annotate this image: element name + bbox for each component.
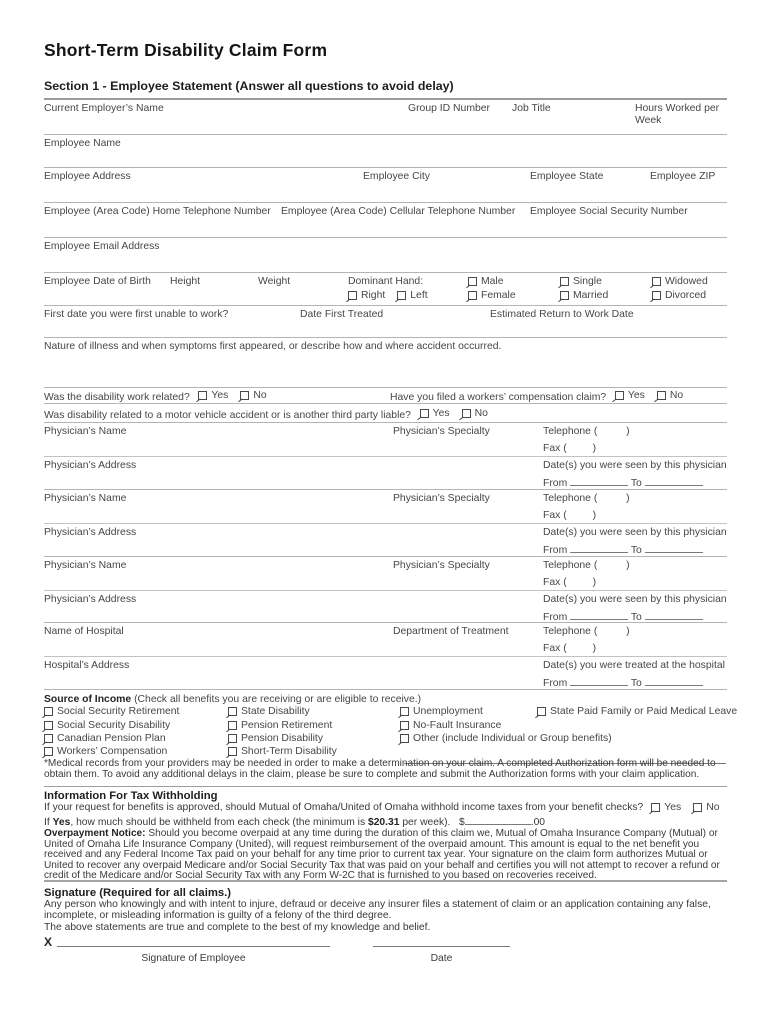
checkbox-unemployment[interactable] <box>400 707 409 716</box>
date-line[interactable] <box>373 937 510 947</box>
label-nature: Nature of illness and when symptoms first appeared, or describe how and where accident occurred. <box>44 341 502 352</box>
label-hospital-address: Hospital’s Address <box>44 660 130 671</box>
checkbox-motor-vehicle-yes[interactable] <box>420 409 429 418</box>
field-row-email[interactable] <box>44 238 727 273</box>
option-label: Short-Term Disability <box>241 746 337 757</box>
checkbox-canadian-pension-plan[interactable] <box>44 734 53 743</box>
tax-minimum-amount: $20.31 <box>367 817 400 828</box>
label-physician-name: Physician’s Name <box>44 426 127 437</box>
signature-heading: Signature (Required for all claims.) <box>44 887 232 899</box>
checkbox-social-security-retirement[interactable] <box>44 707 53 716</box>
option-yes: Yes <box>211 390 229 401</box>
checkbox-left[interactable] <box>397 291 406 300</box>
label-dates-seen: Date(s) you were seen by this physician <box>543 527 727 538</box>
label-to: To <box>630 678 642 689</box>
option-label: Other (include Individual or Group benefits) <box>413 733 612 744</box>
checkbox-work-related-yes[interactable] <box>198 391 207 400</box>
option-label: State Paid Family or Paid Medical Leave <box>550 706 738 717</box>
label-fax: Fax ( ) <box>543 577 597 588</box>
label-to: To <box>630 545 642 556</box>
label-from: From <box>543 678 568 689</box>
label-employee-city: Employee City <box>363 171 430 182</box>
field-row-nature[interactable] <box>44 338 727 388</box>
question-work-related: Was the disability work related? <box>44 392 190 403</box>
option-label: State Disability <box>241 706 310 717</box>
checkbox-workers-comp-yes[interactable] <box>615 391 624 400</box>
option-yes: Yes <box>664 802 682 814</box>
label-est-return: Estimated Return to Work Date <box>490 309 634 320</box>
label-first-unable: First date you were first unable to work? <box>44 309 229 320</box>
checkbox-short-term-disability[interactable] <box>228 747 237 756</box>
checkbox-motor-vehicle-no[interactable] <box>462 409 471 418</box>
label-to: To <box>630 612 642 623</box>
checkbox-right[interactable] <box>348 291 357 300</box>
label-employee-state: Employee State <box>530 171 604 182</box>
label-telephone: Telephone ( ) <box>543 493 630 504</box>
label-dob: Employee Date of Birth <box>44 276 151 287</box>
fraud-notice: Any person who knowingly and with intent to injure, defraud or deceive any insurer files a statement of claim or an application containing any false, incomplete, or misleading information is guilty of a felony of the third degree. <box>44 899 711 922</box>
checkbox-pension-disability[interactable] <box>228 734 237 743</box>
writein-to-date[interactable] <box>645 476 703 486</box>
checkbox-single[interactable] <box>560 277 569 286</box>
question-row-work-related <box>44 388 727 404</box>
checkbox-divorced[interactable] <box>652 291 661 300</box>
tax-suffix: per week). $ <box>399 817 465 828</box>
physician-block-2[interactable] <box>44 490 727 557</box>
option-right: Right <box>361 290 386 301</box>
option-no: No <box>474 408 488 419</box>
label-hours-worked: Hours Worked per Week <box>635 103 720 126</box>
label-physician-specialty: Physician’s Specialty <box>393 560 490 571</box>
option-female: Female <box>481 290 516 301</box>
label-current-employer: Current Employer’s Name <box>44 103 164 114</box>
label-department: Department of Treatment <box>393 626 509 637</box>
writein-to-date[interactable] <box>645 610 703 620</box>
label-dominant-hand: Dominant Hand: <box>348 276 424 287</box>
checkbox-no-fault-insurance[interactable] <box>400 721 409 730</box>
option-label: Social Security Disability <box>57 720 171 731</box>
checkbox-tax-no[interactable] <box>693 803 702 812</box>
section1-heading: Section 1 - Employee Statement (Answer all questions to avoid delay) <box>44 79 454 93</box>
writein-to-date[interactable] <box>645 543 703 553</box>
signature-section <box>44 882 727 982</box>
label-group-id: Group ID Number <box>408 103 490 114</box>
option-divorced: Divorced <box>665 290 706 301</box>
label-physician-address: Physician’s Address <box>44 460 137 471</box>
tax-heading: Information For Tax Withholding <box>44 790 218 802</box>
question-row-motor-vehicle <box>44 404 727 423</box>
writein-from-date[interactable] <box>570 543 628 553</box>
option-label: Canadian Pension Plan <box>57 733 166 744</box>
field-row-employer[interactable] <box>44 100 727 135</box>
tax-yes-bold: Yes <box>52 817 71 828</box>
checkbox-other-benefits[interactable] <box>400 734 409 743</box>
form-title: Short-Term Disability Claim Form <box>44 40 328 60</box>
source-of-income-subheading: (Check all benefits you are receiving or are eligible to receive.) <box>131 694 422 705</box>
option-no: No <box>669 390 684 401</box>
label-hospital-name: Name of Hospital <box>44 626 124 637</box>
source-of-income-heading: Source of Income <box>44 694 132 705</box>
option-widowed: Widowed <box>665 276 708 287</box>
option-yes: Yes <box>627 390 645 401</box>
option-left: Left <box>410 290 428 301</box>
option-label: No-Fault Insurance <box>413 720 502 731</box>
checkbox-pension-retirement[interactable] <box>228 721 237 730</box>
medical-records-footnote: *Medical records from your providers may be needed in order to make a determination on your claim. A completed Authorization form will be needed to obtain them. To avoid any additional delays in the claim, please be sure to complete and submit the Authorization forms with your claim application. <box>44 758 716 780</box>
label-date-first-treated: Date First Treated <box>300 309 384 320</box>
label-physician-address: Physician’s Address <box>44 594 137 605</box>
writein-withhold-amount[interactable] <box>465 815 531 825</box>
option-label: Pension Retirement <box>241 720 333 731</box>
label-from: From <box>543 545 568 556</box>
label-ssn: Employee Social Security Number <box>530 206 688 217</box>
checkbox-widowed[interactable] <box>652 277 661 286</box>
option-label: Social Security Retirement <box>57 706 180 717</box>
question-workers-comp: Have you filed a workers’ compensation claim? <box>390 392 607 403</box>
checkbox-female[interactable] <box>468 291 477 300</box>
overpayment-notice <box>44 829 727 882</box>
attestation-statement: The above statements are true and complete to the best of my knowledge and belief. <box>44 922 431 933</box>
option-male: Male <box>481 276 504 287</box>
signature-of-employee-label: Signature of Employee <box>141 953 246 964</box>
label-job-title: Job Title <box>512 103 551 114</box>
label-employee-zip: Employee ZIP <box>650 171 716 182</box>
writein-from-date[interactable] <box>570 610 628 620</box>
label-fax: Fax ( ) <box>543 443 597 454</box>
overpayment-text: Should you become overpaid at any time during the duration of this claim we, Mutual of Omaha Insurance Company (Mutual) or United of Omaha Life Insurance Company (United), will request reimbursement of the overpaid amount. This amount is equal to the net benefit you received and any Federal Income Tax paid on your behalf for any time prior to current tax year. Your signature on the claim form authorizes Mutual or United to recover any overpaid Medicare and/or Social Security Tax that was paid on your behalf and certifies you will not attempt to recover a refund or credit of the Medicare and/or Social Security Tax with any Form W-2C that is furnished to you based on recoveries received. <box>44 828 720 881</box>
checkbox-male[interactable] <box>468 277 477 286</box>
tax-question: If your request for benefits is approved, should Mutual of Omaha/United of Omaha withhold income taxes from your benefit checks? <box>44 802 644 813</box>
date-label: Date <box>430 953 453 964</box>
x-mark: X <box>44 935 53 949</box>
option-label: Pension Disability <box>241 733 324 744</box>
physician-block-3[interactable] <box>44 557 727 623</box>
label-home-phone: Employee (Area Code) Home Telephone Number <box>44 206 271 217</box>
label-cell-phone: Employee (Area Code) Cellular Telephone Number <box>281 206 516 217</box>
checkbox-social-security-disability[interactable] <box>44 721 53 730</box>
question-motor-vehicle: Was disability related to a motor vehicle accident or is another third party liable? <box>44 410 411 421</box>
writein-from-date[interactable] <box>570 676 628 686</box>
tax-cents: .00 <box>530 817 546 828</box>
label-height: Height <box>170 276 201 287</box>
tax-withholding-section <box>44 787 727 882</box>
option-single: Single <box>573 276 602 287</box>
label-email: Employee Email Address <box>44 241 160 252</box>
form-body <box>44 100 738 982</box>
label-from: From <box>543 612 568 623</box>
tax-if: If <box>44 817 53 828</box>
checkbox-state-paid-family-leave[interactable] <box>537 707 546 716</box>
field-row-demographics[interactable] <box>44 273 727 306</box>
label-fax: Fax ( ) <box>543 643 597 654</box>
label-from: From <box>543 478 568 489</box>
field-row-employee-name[interactable] <box>44 135 727 168</box>
label-dates-treated: Date(s) you were treated at the hospital <box>543 660 725 671</box>
option-no: No <box>253 390 267 401</box>
field-row-phones[interactable] <box>44 203 727 238</box>
tax-mid: , how much should be withheld from each check (the minimum is <box>70 817 368 828</box>
writein-from-date[interactable] <box>570 476 628 486</box>
label-physician-name: Physician’s Name <box>44 560 127 571</box>
label-telephone: Telephone ( ) <box>543 560 630 571</box>
label-to: To <box>630 478 642 489</box>
checkbox-workers-compensation[interactable] <box>44 747 53 756</box>
label-physician-specialty: Physician’s Specialty <box>393 426 490 437</box>
tax-amount-line <box>44 815 545 828</box>
label-physician-name: Physician’s Name <box>44 493 127 504</box>
field-row-employee-address[interactable] <box>44 168 727 203</box>
option-yes: Yes <box>432 408 450 419</box>
physician-block-1[interactable] <box>44 423 727 490</box>
label-employee-address: Employee Address <box>44 171 131 182</box>
checkbox-workers-comp-no[interactable] <box>657 391 666 400</box>
overpayment-label: Overpayment Notice: <box>44 828 149 839</box>
label-dates-seen: Date(s) you were seen by this physician <box>543 594 727 605</box>
label-physician-specialty: Physician’s Specialty <box>393 493 490 504</box>
checkbox-tax-yes[interactable] <box>651 803 660 812</box>
source-of-income-section <box>44 690 738 787</box>
checkbox-state-disability[interactable] <box>228 707 237 716</box>
label-fax: Fax ( ) <box>543 510 597 521</box>
option-label: Workers’ Compensation <box>57 746 168 757</box>
label-physician-address: Physician’s Address <box>44 527 137 538</box>
label-employee-name: Employee Name <box>44 138 121 149</box>
option-label: Unemployment <box>413 706 483 717</box>
hospital-block[interactable] <box>44 623 727 690</box>
label-telephone: Telephone ( ) <box>543 626 630 637</box>
writein-to-date[interactable] <box>645 676 703 686</box>
field-row-dates[interactable] <box>44 306 727 338</box>
signature-line[interactable] <box>57 937 330 947</box>
label-weight: Weight <box>258 276 291 287</box>
option-no: No <box>706 802 720 814</box>
label-dates-seen: Date(s) you were seen by this physician <box>543 460 727 471</box>
checkbox-work-related-no[interactable] <box>240 391 249 400</box>
label-telephone: Telephone ( ) <box>543 426 630 437</box>
checkbox-married[interactable] <box>560 291 569 300</box>
option-married: Married <box>573 290 609 301</box>
